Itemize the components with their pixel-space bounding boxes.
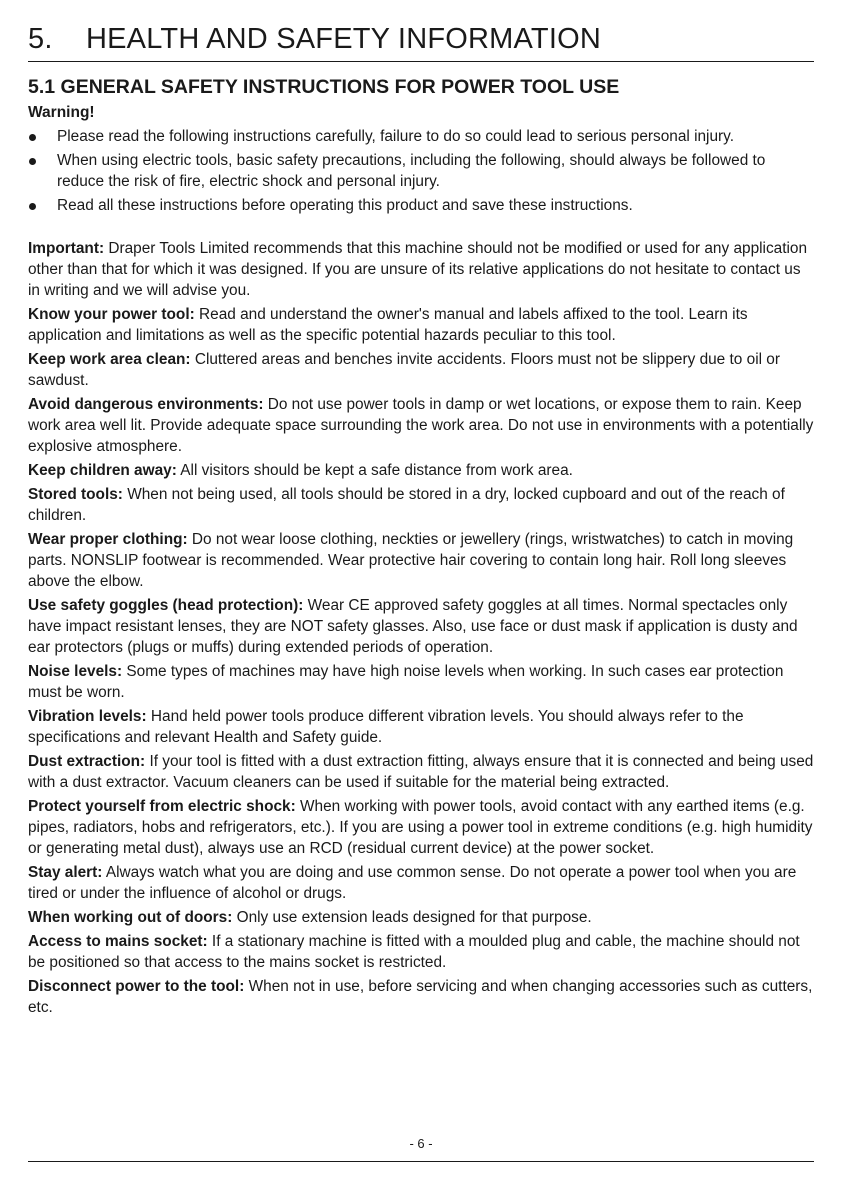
instruction-text: When not being used, all tools should be stored in a dry, locked cupboard and out of the reach of children. [28,486,785,524]
instruction-label: Keep work area clean: [28,351,191,368]
instruction-label: Stay alert: [28,864,103,881]
instruction-text: Wear CE approved safety goggles at all times. Normal spectacles only have impact resistant lenses, they are NOT safety glasses. Also, use face or dust mask if application is dusty and ear protectors (plugs or muffs) during extended periods of operation. [28,597,798,656]
instruction-text: If a stationary machine is fitted with a moulded plug and cable, the machine should not be positioned so that access to the mains socket is restricted. [28,933,800,971]
instruction-text: Always watch what you are doing and use common sense. Do not operate a power tool when you are tired or under the influence of alcohol or drugs. [28,864,797,902]
instruction-label: Important: [28,240,105,257]
warning-bullet-list [28,126,814,219]
instruction-electric-shock [28,796,814,859]
instruction-label: Noise levels: [28,663,123,680]
instruction-text: Cluttered areas and benches invite accidents. Floors must not be slippery due to oil or sawdust. [28,351,780,389]
instruction-label: Dust extraction: [28,753,146,770]
instruction-label: Use safety goggles (head protection): [28,597,304,614]
instruction-label: Stored tools: [28,486,123,503]
bullet-item [28,150,814,192]
instruction-text: Do not wear loose clothing, neckties or jewellery (rings, wristwatches) to catch in moving parts. NONSLIP footwear is recommended. Wear protective hair covering to contain long hair. Roll long sleeves above the elbow. [28,531,794,590]
section-title [28,0,814,56]
safety-instructions [28,238,814,1021]
section-title-text: HEALTH AND SAFETY INFORMATION [86,23,601,55]
instruction-text: If your tool is fitted with a dust extraction fitting, always ensure that it is connected and being used with a dust extractor. Vacuum cleaners can be used if suitable for the material being extracted. [28,753,814,791]
bullet-dot-icon [29,134,36,141]
instruction-label: When working out of doors: [28,909,233,926]
instruction-label: Avoid dangerous environments: [28,396,264,413]
bullet-item [28,126,814,147]
instruction-safety-goggles [28,595,814,658]
instruction-mains-socket [28,931,814,973]
instruction-out-of-doors [28,907,814,928]
instruction-know-your-tool [28,304,814,346]
instruction-text: Do not use power tools in damp or wet locations, or expose them to rain. Keep work area well lit. Provide adequate space surrounding the work area. Do not use in environments with a potentially explosive atmosphere. [28,396,814,455]
instruction-disconnect-power [28,976,814,1018]
instruction-vibration-levels [28,706,814,748]
instruction-text: Draper Tools Limited recommends that this machine should not be modified or used for any application other than that for which it was designed. If you are unsure of its relative applications do not hesitate to contact us in writing and we will advise you. [28,240,808,299]
bullet-text: Read all these instructions before operating this product and save these instructions. [57,197,633,214]
instruction-label: Wear proper clothing: [28,531,188,548]
subsection-title: 5.1 GENERAL SAFETY INSTRUCTIONS FOR POWER TOOL USE [28,76,620,98]
instruction-text: When not in use, before servicing and when changing accessories such as cutters, etc. [28,978,813,1016]
instruction-text: All visitors should be kept a safe distance from work area. [180,462,573,479]
page-number: - 6 - [409,1136,433,1151]
instruction-label: Protect yourself from electric shock: [28,798,296,815]
instruction-text: When working with power tools, avoid contact with any earthed items (e.g. pipes, radiators, hobs and refrigerators, etc.). If you are using a power tool in extreme conditions (e.g. high humidity or generating metal dust), always use an RCD (residual current device) at the power socket. [28,798,813,857]
instruction-text: Read and understand the owner's manual and labels affixed to the tool. Learn its application and limitations as well as the specific potential hazards peculiar to this tool. [28,306,748,344]
instruction-noise-levels [28,661,814,703]
bullet-text: When using electric tools, basic safety precautions, including the following, should always be followed to reduce the risk of fire, electric shock and personal injury. [57,152,766,190]
instruction-text: Only use extension leads designed for that purpose. [236,909,592,926]
section-number: 5. [28,23,53,55]
bottom-divider [28,1161,814,1162]
warning-label: Warning! [28,104,95,121]
instruction-dangerous-environments [28,394,814,457]
instruction-label: Know your power tool: [28,306,195,323]
instruction-text: Hand held power tools produce different vibration levels. You should always refer to the specifications and relevant Health and Safety guide. [28,708,744,746]
instruction-label: Vibration levels: [28,708,147,725]
instruction-work-area-clean [28,349,814,391]
top-divider [28,61,814,62]
bullet-item [28,195,814,216]
bullet-dot-icon [29,203,36,210]
instruction-stored-tools [28,484,814,526]
instruction-important [28,238,814,301]
instruction-text: Some types of machines may have high noise levels when working. In such cases ear protection must be worn. [28,663,784,701]
instruction-dust-extraction [28,751,814,793]
manual-page [28,0,814,1151]
bullet-text: Please read the following instructions carefully, failure to do so could lead to serious personal injury. [57,128,734,145]
instruction-label: Disconnect power to the tool: [28,978,245,995]
bullet-dot-icon [29,158,36,165]
instruction-proper-clothing [28,529,814,592]
instruction-label: Access to mains socket: [28,933,208,950]
instruction-children-away [28,460,814,481]
instruction-stay-alert [28,862,814,904]
instruction-label: Keep children away: [28,462,177,479]
